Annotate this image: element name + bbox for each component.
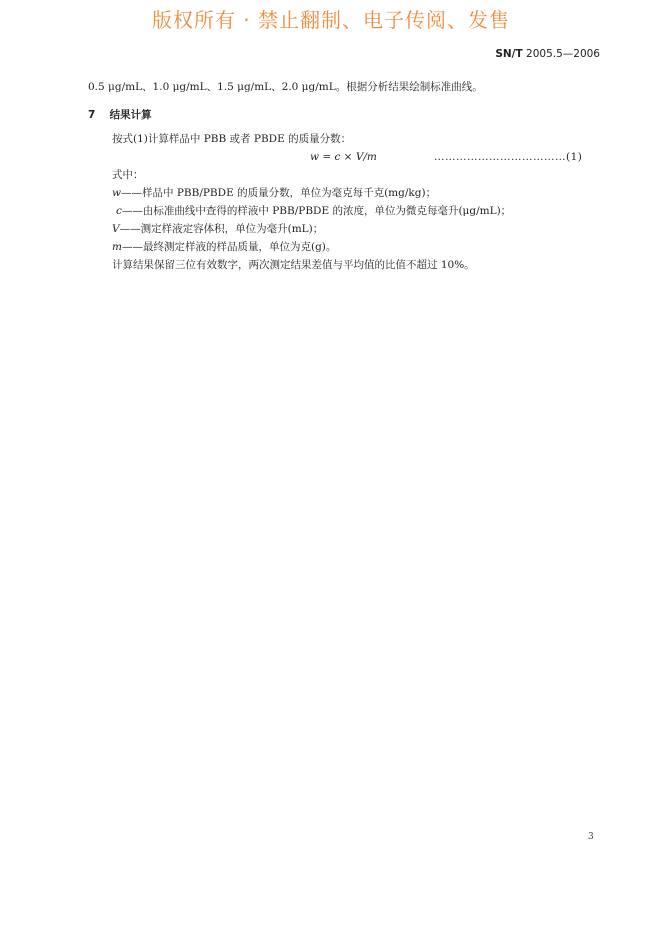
definition-symbol: c xyxy=(116,205,122,217)
definition-text: ——由标准曲线中查得的样液中 PBB/PBDE 的浓度，单位为微克每毫升(μg/mL)； xyxy=(121,205,512,217)
standard-code xyxy=(495,48,600,60)
section-heading xyxy=(88,106,608,124)
standard-code-number: 2005.5—2006 xyxy=(522,48,600,60)
definition-text: ——最终测定样液的样品质量，单位为克(g)。 xyxy=(121,241,337,253)
definition-item xyxy=(88,220,608,238)
page-number: 3 xyxy=(588,832,594,842)
definition-text: ——样品中 PBB/PBDE 的质量分数，单位为毫克每千克(mg/kg)； xyxy=(121,187,437,199)
formula-intro: 按式(1)计算样品中 PBB 或者 PBDE 的质量分数： xyxy=(112,133,352,145)
definition-symbol: w xyxy=(112,187,121,199)
formula-expression: w = c × V/m xyxy=(310,151,377,163)
section-title: 结果计算 xyxy=(109,109,152,121)
document-body xyxy=(88,78,608,274)
definition-item xyxy=(88,202,608,220)
definition-item xyxy=(88,238,608,256)
definition-text: ——测定样液定容体积，单位为毫升(mL)； xyxy=(119,223,324,235)
standard-code-prefix: SN/T xyxy=(495,48,523,60)
result-note: 计算结果保留三位有效数字，两次测定结果差值与平均值的比值不超过 10%。 xyxy=(112,259,475,271)
formula-line xyxy=(88,148,608,166)
where-label: 式中： xyxy=(112,169,144,181)
intro-line: 0.5 μg/mL、1.0 μg/mL、1.5 μg/mL、2.0 μg/mL。根据分析结果绘制标准曲线。 xyxy=(88,81,483,93)
definition-item xyxy=(88,184,608,202)
section-number: 7 xyxy=(88,109,96,121)
watermark-banner: 版权所有 · 禁止翻制、电子传阅、发售 xyxy=(151,8,511,32)
formula-number: ………………………………(1) xyxy=(434,151,583,163)
definition-symbol: V xyxy=(112,223,120,235)
definition-symbol: m xyxy=(112,241,122,253)
